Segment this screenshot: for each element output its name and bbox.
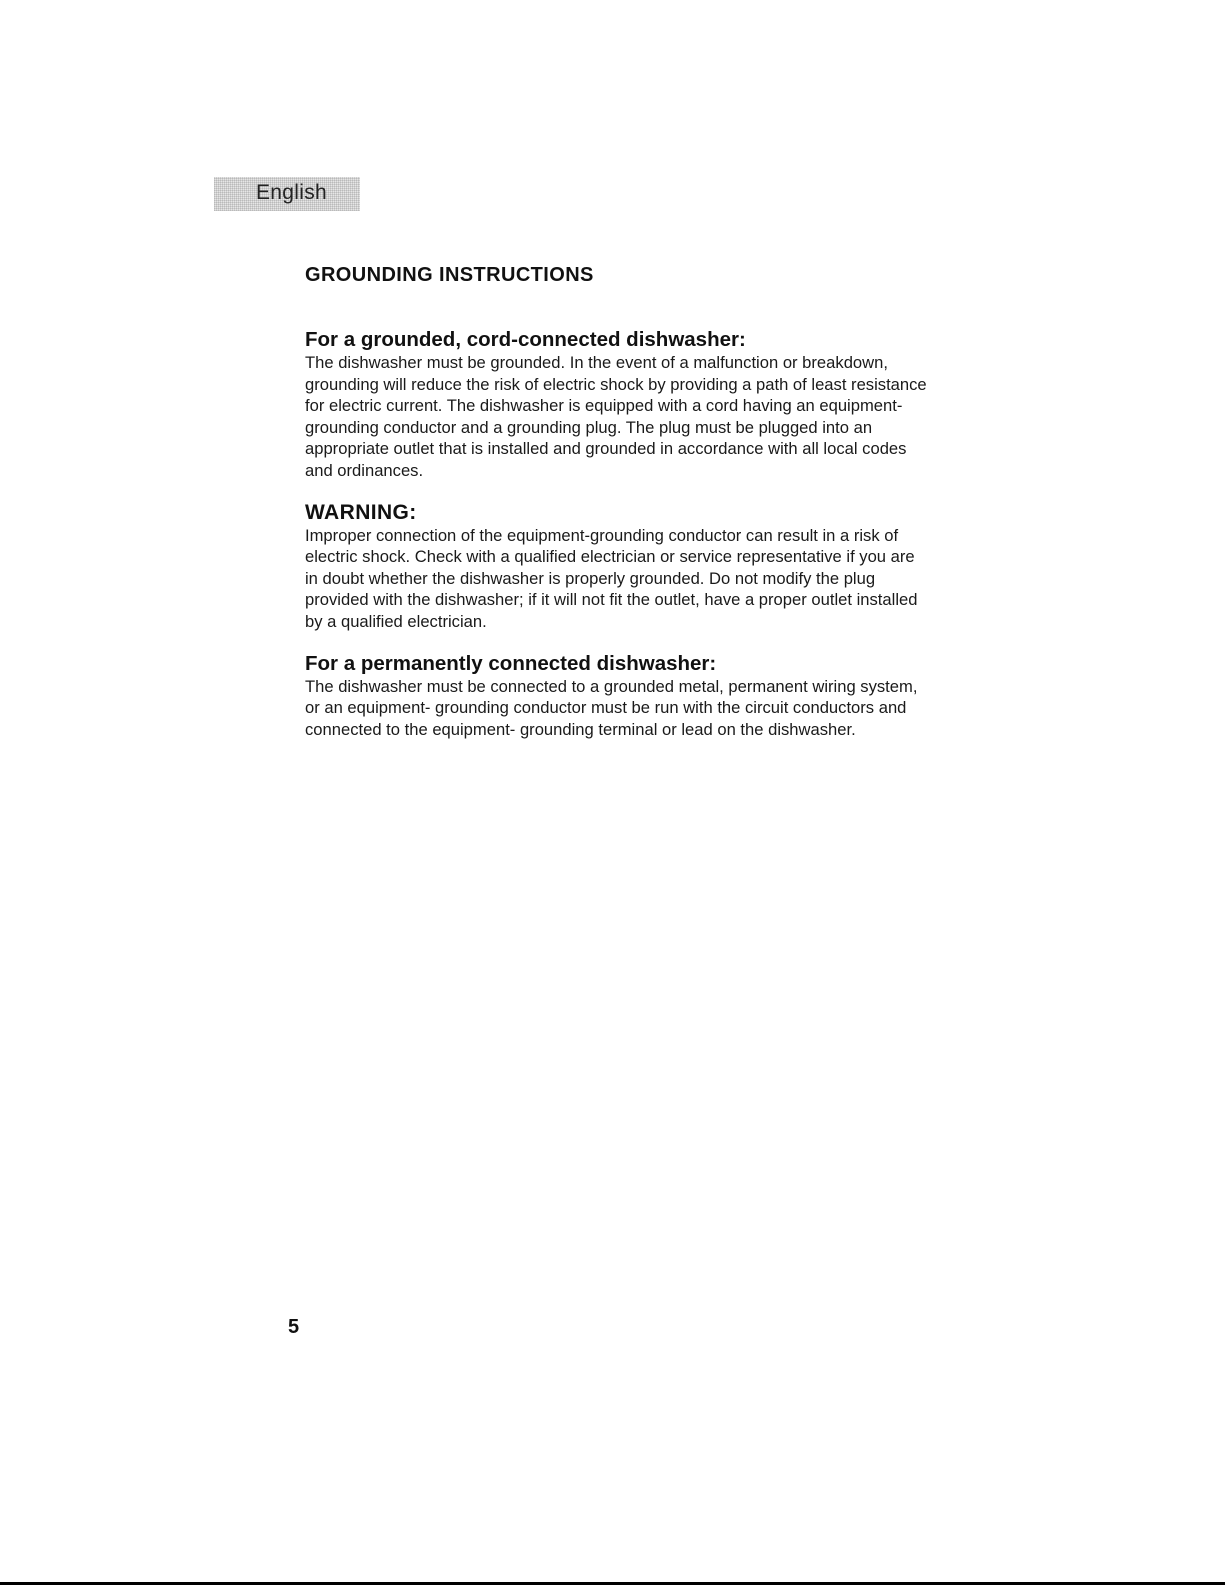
section-heading-permanently-connected: For a permanently connected dishwasher: — [305, 651, 717, 675]
document-content — [305, 262, 930, 759]
section-cord-connected — [305, 328, 930, 482]
section-heading-cord-connected: For a grounded, cord-connected dishwasher: — [305, 328, 746, 351]
section-permanently-connected — [305, 652, 930, 741]
language-label: English — [256, 181, 327, 204]
language-tab — [214, 177, 360, 211]
section-body-permanently-connected: The dishwasher must be connected to a grounded metal, permanent wiring system, or an equipment- grounding conductor must be run with the circuit conductors and connected to the equipment- grounding terminal or lead on the dishwasher. — [305, 676, 918, 739]
section-warning — [305, 501, 930, 633]
section-body-warning: Improper connection of the equipment-grounding conductor can result in a risk of electric shock. Check with a qualified electrician or service representative if you are in doubt whether the dishwasher is properly grounded. Do not modify the plug provided with the dishwasher; if it will not fit the outlet, have a proper outlet installed by a qualified electrician. — [305, 525, 918, 631]
section-body-cord-connected: The dishwasher must be grounded. In the event of a malfunction or breakdown, grounding will reduce the risk of electric shock by providing a path of least resistance for electric current. The dishwasher is equipped with a cord having an equipment- grounding conductor and a grounding plug. The plug must be plugged into an appropriate outlet that is installed and grounded in accordance with all local codes and ordinances. — [305, 353, 927, 480]
page-title: GROUNDING INSTRUCTIONS — [305, 264, 594, 286]
page-number: 5 — [288, 1316, 300, 1338]
section-heading-warning: WARNING: — [305, 500, 417, 524]
